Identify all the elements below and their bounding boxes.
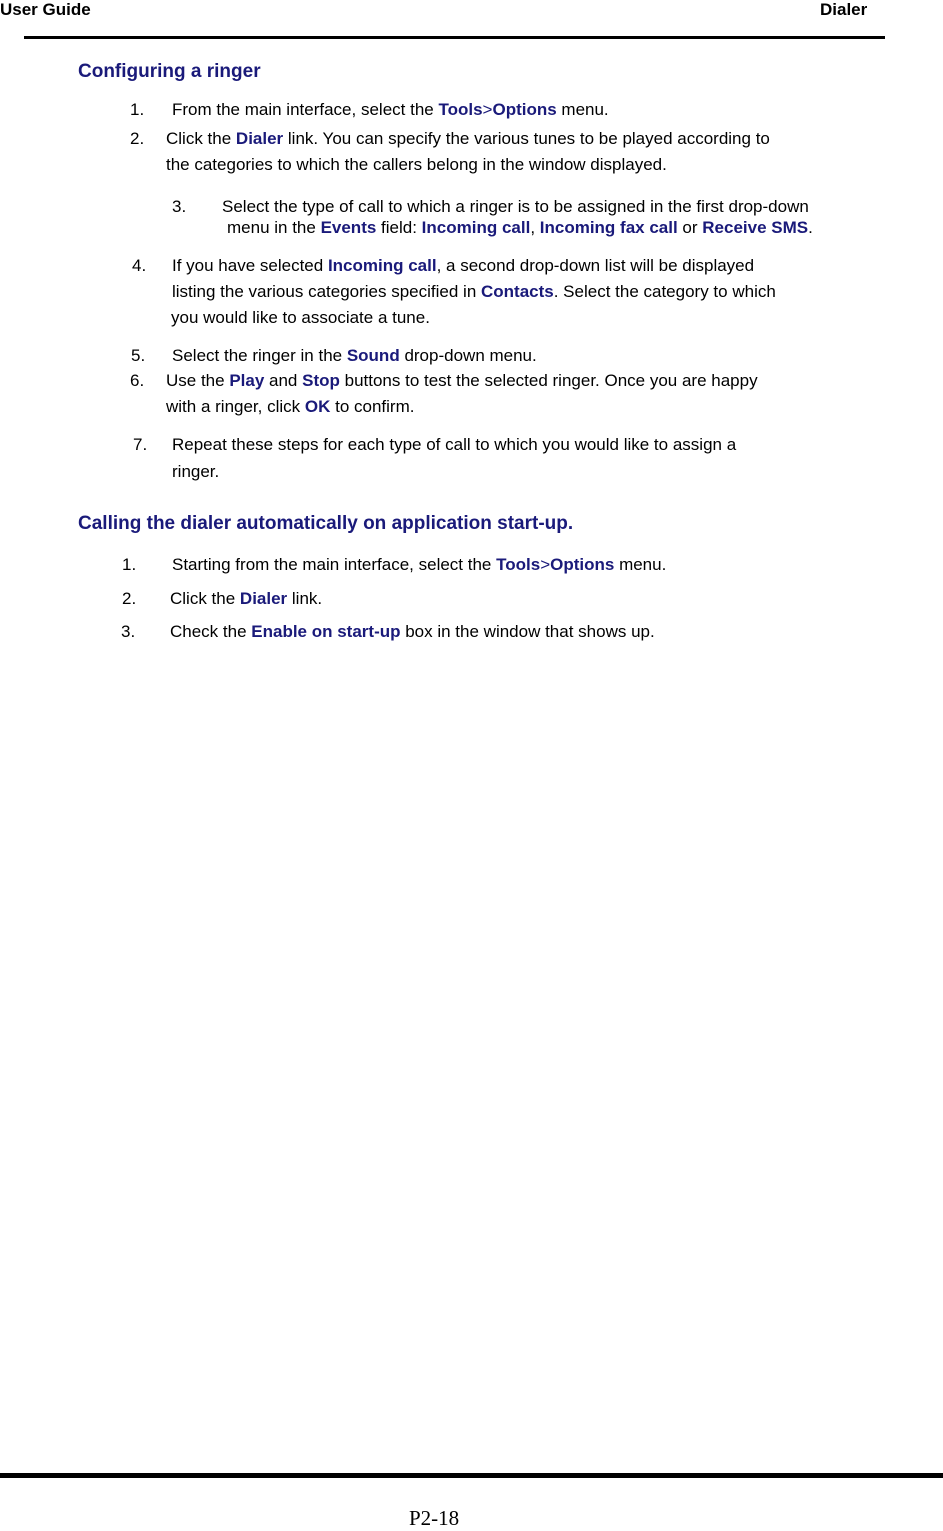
step-7-number: 7. — [133, 435, 148, 454]
step-4-text-line1: If you have selected Incoming call, a second drop-down list will be displayed — [172, 256, 755, 275]
s2-step-1-number: 1. — [122, 555, 137, 574]
header-section: Dialer — [820, 0, 868, 19]
step-4-number: 4. — [132, 256, 147, 275]
footer-divider — [0, 1473, 943, 1478]
section-title-calling-dialer: Calling the dialer automatically on application start-up. — [78, 513, 574, 534]
step-2-text-line2: the categories to which the callers belong in the window displayed. — [166, 155, 667, 174]
step-4-text-line2: listing the various categories specified in Contacts. Select the category to which — [172, 282, 776, 301]
step-7-text-line1: Repeat these steps for each type of call to which you would like to assign a — [172, 435, 737, 454]
step-1-number: 1. — [130, 100, 145, 119]
step-5-number: 5. — [131, 346, 146, 365]
step-6-number: 6. — [130, 371, 145, 390]
s2-step-3-text: Check the Enable on start-up box in the window that shows up. — [170, 622, 655, 641]
step-3-number: 3. — [172, 197, 187, 216]
section-title-configuring-ringer: Configuring a ringer — [78, 61, 261, 82]
step-5-text: Select the ringer in the Sound drop-down menu. — [172, 346, 537, 365]
s2-step-2-number: 2. — [122, 589, 137, 608]
header-divider — [24, 36, 885, 39]
step-3-text-line2: menu in the Events field: Incoming call, Incoming fax call or Receive SMS. — [227, 218, 813, 237]
step-4-text-line3: you would like to associate a tune. — [171, 308, 430, 327]
step-7-text-line2: ringer. — [172, 462, 220, 481]
step-3-text-line1: Select the type of call to which a ringer is to be assigned in the first drop-down — [222, 197, 809, 216]
s2-step-3-number: 3. — [121, 622, 136, 641]
page-number: P2-18 — [409, 1506, 460, 1530]
step-2-text-line1: Click the Dialer link. You can specify the various tunes to be played according to — [166, 129, 770, 148]
step-1-text: From the main interface, select the Tools>Options menu. — [172, 100, 609, 119]
step-6-text-line1: Use the Play and Stop buttons to test the selected ringer. Once you are happy — [166, 371, 758, 390]
s2-step-1-text: Starting from the main interface, select the Tools>Options menu. — [172, 555, 667, 574]
step-2-number: 2. — [130, 129, 145, 148]
header-title: User Guide — [0, 0, 91, 19]
step-6-text-line2: with a ringer, click OK to confirm. — [166, 397, 415, 416]
s2-step-2-text: Click the Dialer link. — [170, 589, 323, 608]
